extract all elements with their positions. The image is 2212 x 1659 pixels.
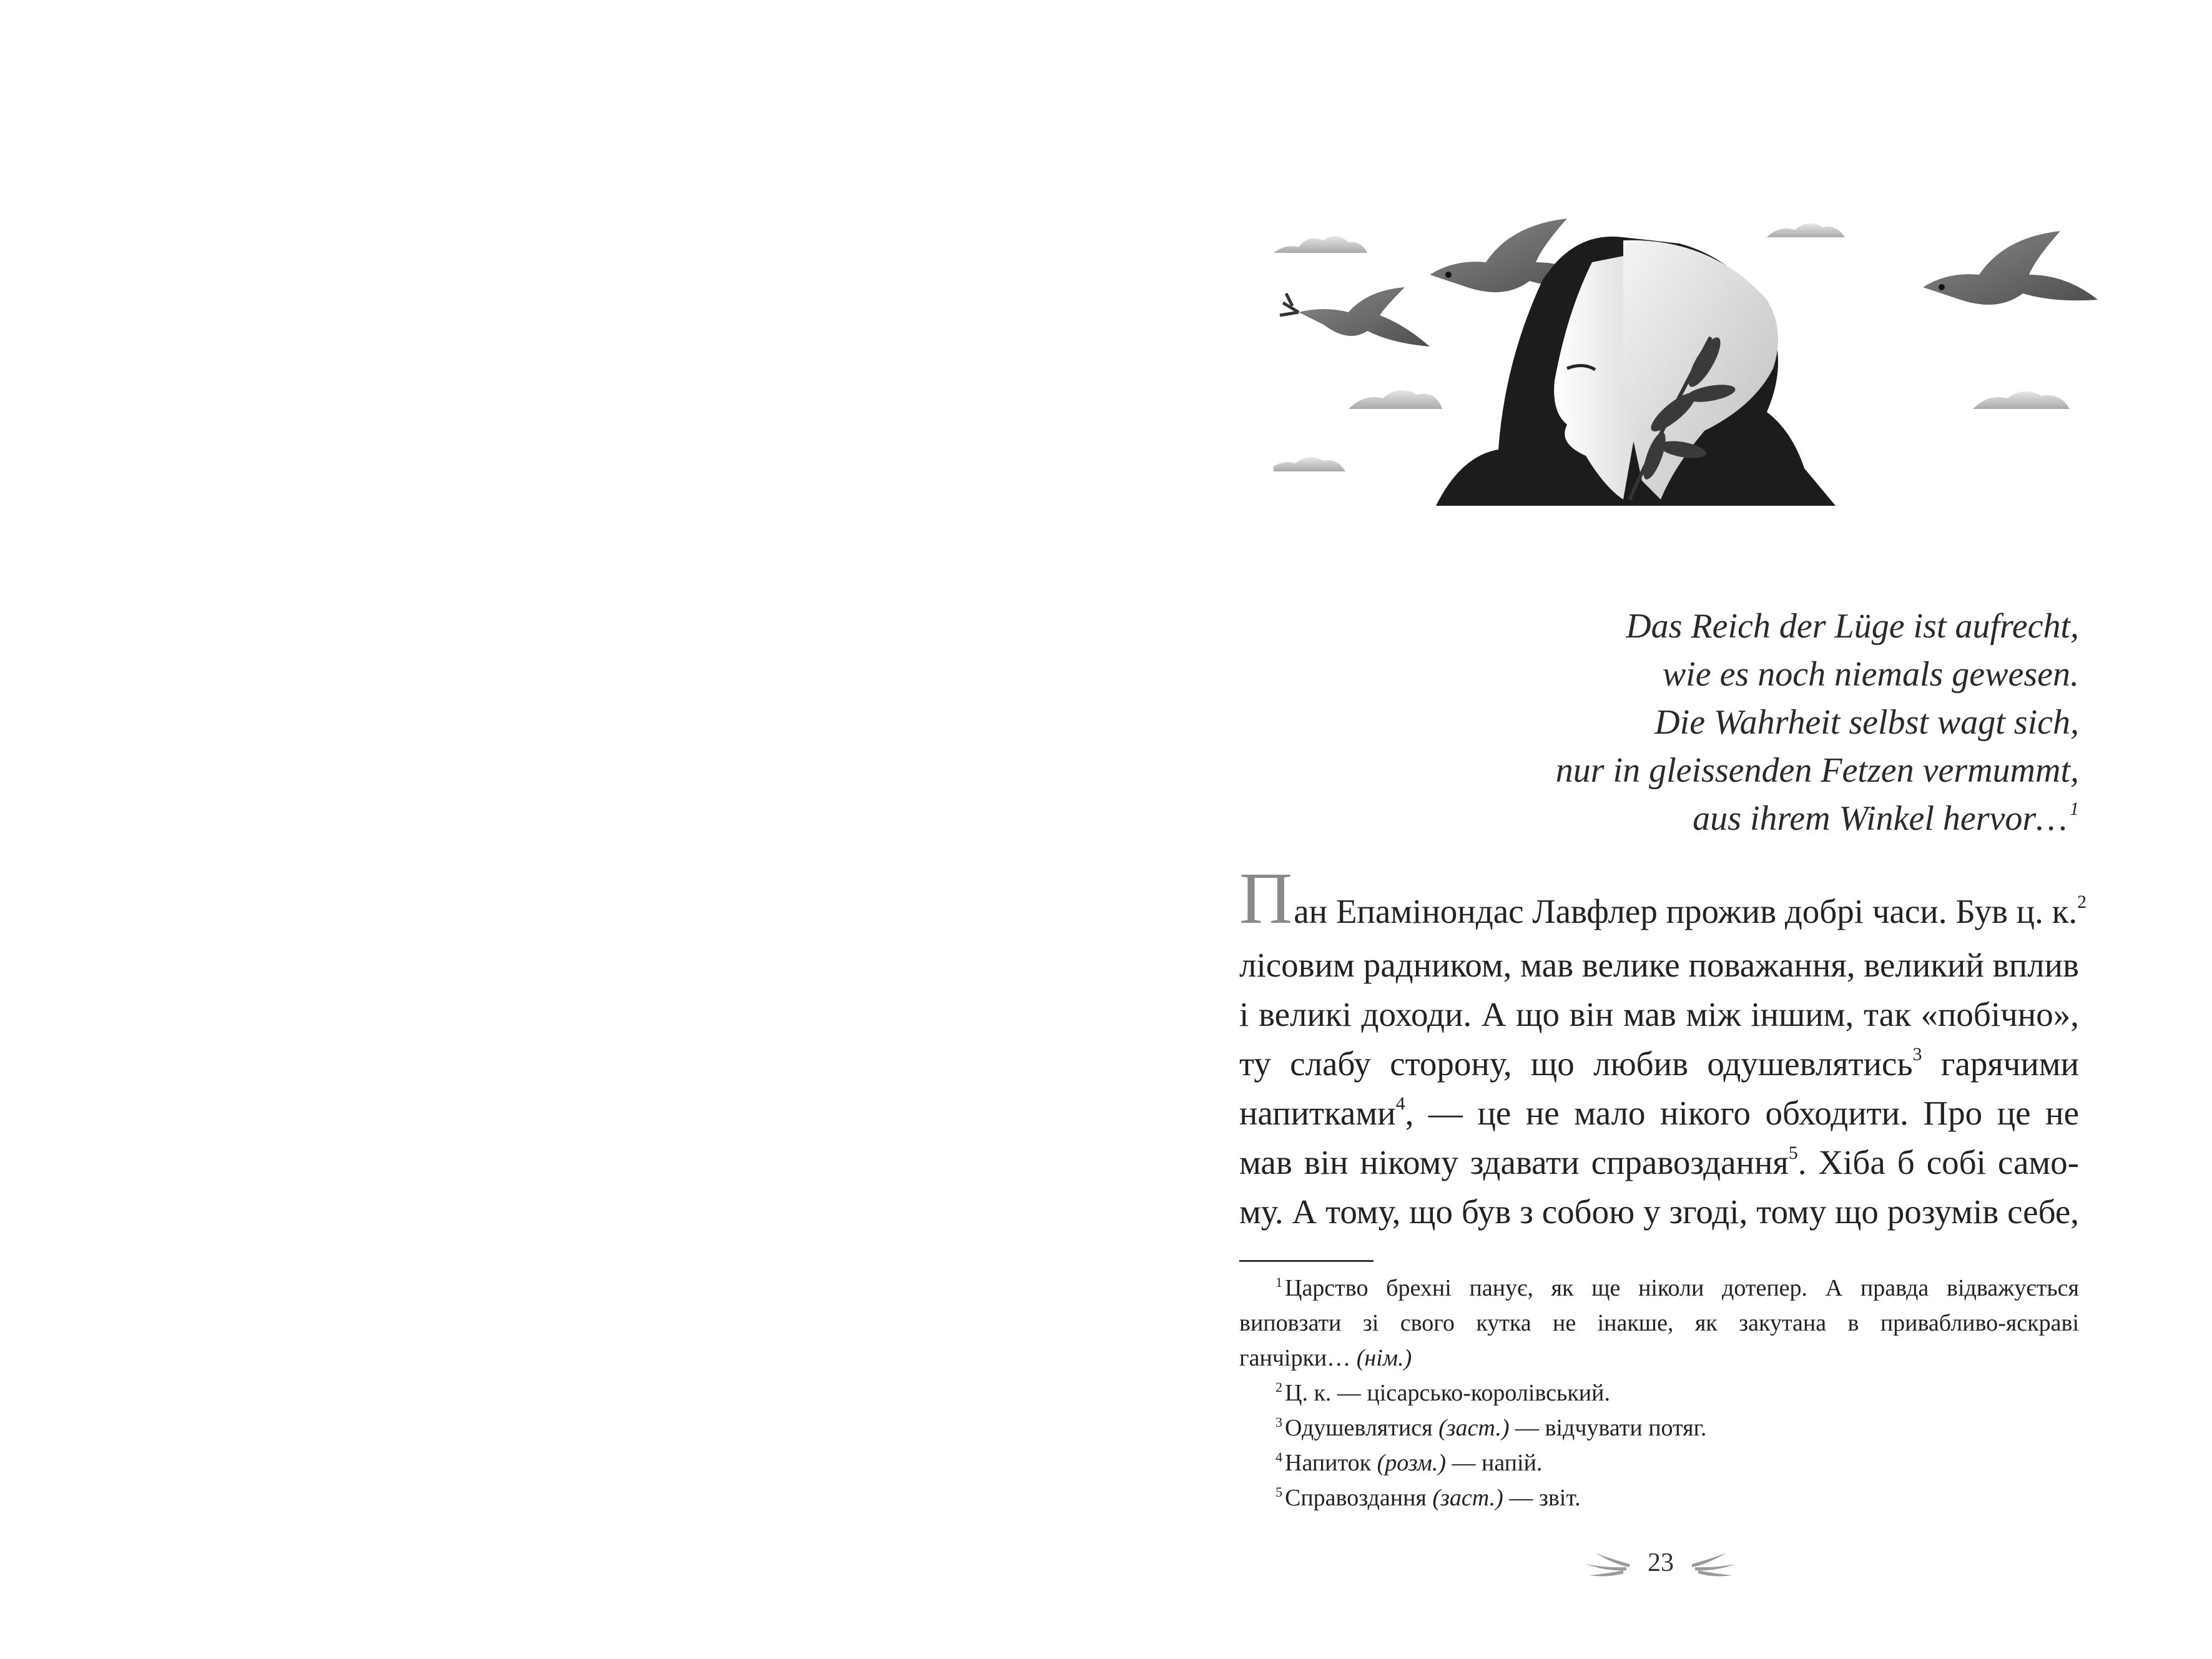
footnote-definition: — напій. bbox=[1445, 1450, 1543, 1476]
text-line bbox=[1239, 1088, 2079, 1138]
footnote-number: 1 bbox=[1276, 1274, 1282, 1290]
footnote-3 bbox=[1239, 1410, 2079, 1445]
text-fragment: , — це не мало нікого обходити. Про це не bbox=[1405, 1094, 2079, 1132]
page-number: 23 bbox=[1648, 1548, 1674, 1577]
footnote-number: 4 bbox=[1276, 1449, 1282, 1465]
footnote-number: 5 bbox=[1276, 1484, 1282, 1500]
footnote-1-cont: виповзати зі свого кутка не інакше, як закутана в привабливо-яскраві bbox=[1239, 1310, 2079, 1336]
bird-icon bbox=[1923, 231, 2098, 305]
footnote-number: 2 bbox=[1276, 1379, 1282, 1395]
body-paragraph bbox=[1239, 857, 2087, 1236]
footnote-ref: 1 bbox=[2070, 799, 2079, 819]
footnote-term: Напиток bbox=[1285, 1450, 1377, 1476]
footnote-mark: (заст.) bbox=[1432, 1485, 1503, 1511]
cloud-icon bbox=[1274, 457, 1345, 471]
cloud-icon bbox=[1767, 224, 1845, 237]
epigraph-line: Das Reich der Lüge ist aufrecht, bbox=[1626, 607, 2079, 646]
leaf-ornament-right-icon bbox=[1689, 1539, 1751, 1583]
footnote-mark: (заст.) bbox=[1438, 1415, 1510, 1441]
drop-cap: П bbox=[1239, 857, 1293, 939]
epigraph-line: nur in gleissenden Fetzen vermummt, bbox=[1555, 751, 2079, 790]
text-line bbox=[1239, 857, 2087, 940]
footnote-number: 3 bbox=[1276, 1414, 1282, 1430]
text-line: му. А тому, що був з собою у згоді, тому що розумів себе, bbox=[1239, 1193, 2079, 1231]
footnote-ref: 2 bbox=[2077, 892, 2087, 912]
footnote-text: ганчірки… bbox=[1239, 1345, 1357, 1371]
footnote-text: Царство брехні панує, як ще ніколи дотепер. А правда відважується bbox=[1285, 1275, 2079, 1301]
footnote-4 bbox=[1239, 1445, 2079, 1480]
footnote-term: Одушевлятися bbox=[1285, 1415, 1439, 1441]
text-line bbox=[1239, 1138, 2079, 1187]
cloud-icon bbox=[1973, 391, 2070, 409]
footnote-1-cont bbox=[1239, 1341, 2079, 1376]
text-fragment: мав він нікому здавати справоздання bbox=[1239, 1143, 1789, 1181]
epigraph-line: Die Wahrheit selbst wagt sich, bbox=[1654, 703, 2079, 742]
footnote-language: (нім.) bbox=[1356, 1345, 1412, 1371]
footnote-term: Справоздання bbox=[1285, 1485, 1433, 1511]
cloud-icon bbox=[1274, 236, 1367, 253]
footnote-mark: (розм.) bbox=[1377, 1450, 1446, 1476]
header-illustration bbox=[1274, 206, 2098, 531]
cloud-icon bbox=[1349, 390, 1442, 409]
footnote-ref: 5 bbox=[1788, 1143, 1798, 1163]
epigraph-text: aus ihrem Winkel hervor… bbox=[1693, 799, 2067, 838]
footnotes bbox=[1239, 1271, 2079, 1515]
footnote-2 bbox=[1239, 1376, 2079, 1410]
epigraph-line bbox=[1436, 795, 2079, 843]
footnote-5 bbox=[1239, 1480, 2079, 1515]
footnote-separator bbox=[1239, 1260, 1374, 1262]
text-fragment: напитками bbox=[1239, 1094, 1396, 1132]
epigraph bbox=[1436, 603, 2079, 843]
text-fragment: гарячими bbox=[1922, 1045, 2079, 1083]
text-fragment: ту слабу сторону, що любив одушевлятись bbox=[1239, 1045, 1913, 1083]
text-line bbox=[1239, 1039, 2079, 1088]
footnote-ref: 3 bbox=[1912, 1044, 1922, 1065]
bird-icon bbox=[1280, 287, 1430, 347]
page-folio bbox=[1570, 1539, 1751, 1589]
footnote-ref: 4 bbox=[1395, 1093, 1405, 1114]
footnote-definition: — звіт. bbox=[1503, 1485, 1581, 1511]
footnote-text: Ц. к. — цісарсько-королівський. bbox=[1285, 1380, 1610, 1406]
text-line: лісовим радником, мав велике поважання, великий вплив bbox=[1239, 946, 2079, 984]
epigraph-line: wie es noch niemals gewesen. bbox=[1662, 655, 2079, 694]
text-line: і великі доходи. А що він мав між іншим, так «побічно», bbox=[1239, 995, 2079, 1033]
text-fragment: ан Епамінондас Лавфлер прожив добрі часи. Був ц. к. bbox=[1294, 892, 2078, 930]
footnote-1 bbox=[1239, 1271, 2079, 1306]
leaf-ornament-left-icon bbox=[1570, 1539, 1633, 1583]
text-fragment: . Хіба б собі само- bbox=[1797, 1143, 2079, 1181]
footnote-definition: — відчувати потяг. bbox=[1509, 1415, 1707, 1441]
